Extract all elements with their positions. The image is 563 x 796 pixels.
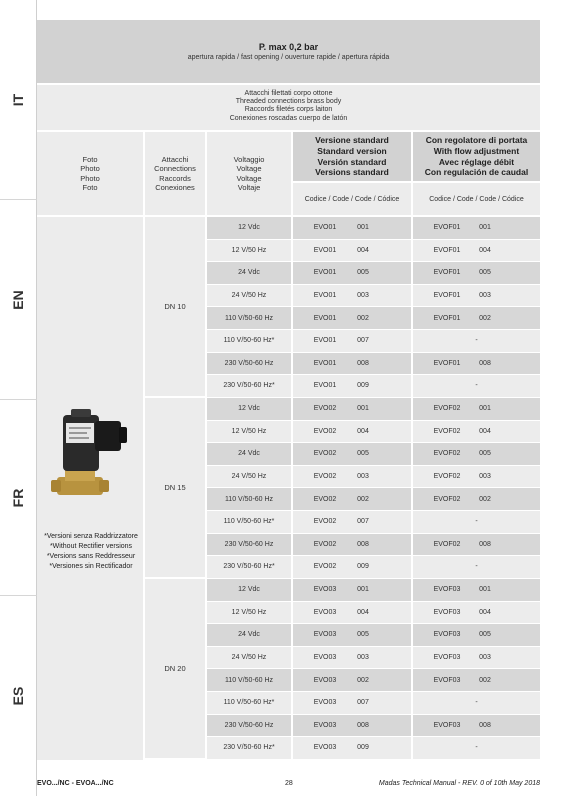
flow-suffix: 008 xyxy=(479,540,491,548)
header-standard-title xyxy=(293,132,411,183)
standard-suffix: 009 xyxy=(357,563,369,571)
standard-code-cell xyxy=(293,488,413,510)
lang-tab-es xyxy=(0,596,37,796)
voltage-cell: 230 V/50-60 Hz xyxy=(207,353,293,375)
table-row xyxy=(207,217,540,240)
flow-not-available: - xyxy=(475,699,478,707)
table-row xyxy=(207,669,540,692)
standard-model: EVO03 xyxy=(313,631,337,639)
connection-size: DN 15 xyxy=(145,398,207,579)
standard-code-cell xyxy=(293,262,413,284)
flow-model: EVOF01 xyxy=(433,224,461,232)
table-body xyxy=(37,217,540,760)
flow-suffix: 003 xyxy=(479,473,491,481)
header-standard-line: Versions standard xyxy=(315,167,389,178)
flow-code-cell xyxy=(413,534,540,556)
rectifier-note: *Versiones sin Rectificador xyxy=(49,563,133,570)
standard-suffix: 008 xyxy=(357,540,369,548)
rectifier-note: *Versioni senza Raddrizzatore xyxy=(44,533,138,540)
standard-suffix: 008 xyxy=(357,359,369,367)
voltage-rows xyxy=(207,217,540,398)
flow-model: EVOF01 xyxy=(433,292,461,300)
standard-suffix: 007 xyxy=(357,337,369,345)
standard-model: EVO03 xyxy=(313,699,337,707)
standard-suffix: 004 xyxy=(357,427,369,435)
standard-suffix: 003 xyxy=(357,473,369,481)
flow-code-cell xyxy=(413,262,540,284)
table-row xyxy=(207,353,540,376)
header-photo-line: Foto xyxy=(82,183,98,192)
table-row xyxy=(207,307,540,330)
flow-code-cell xyxy=(413,398,540,420)
standard-model: EVO01 xyxy=(313,359,337,367)
header-flow-line: Con regulación de caudal xyxy=(424,167,529,178)
footer-model: EVO.../NC - EVOA.../NC xyxy=(37,780,114,787)
flow-not-available: - xyxy=(475,518,478,526)
voltage-cell: 12 Vdc xyxy=(207,217,293,239)
standard-code-cell xyxy=(293,285,413,307)
table-row xyxy=(207,715,540,738)
flow-model: EVOF03 xyxy=(433,631,461,639)
standard-code-cell xyxy=(293,240,413,262)
flow-code-cell xyxy=(413,353,540,375)
table-row xyxy=(207,285,540,308)
table-row xyxy=(207,398,540,421)
standard-model: EVO02 xyxy=(313,427,337,435)
header-connections-line: Conexiones xyxy=(155,183,195,192)
flow-model: EVOF03 xyxy=(433,608,461,616)
header-connections xyxy=(145,132,207,215)
flow-model: EVOF01 xyxy=(433,269,461,277)
standard-code-cell xyxy=(293,556,413,578)
standard-code-cell xyxy=(293,579,413,601)
flow-suffix: 003 xyxy=(479,654,491,662)
flow-model: EVOF02 xyxy=(433,473,461,481)
connections-note-line: Conexiones roscadas cuerpo de latón xyxy=(229,114,348,122)
flow-code-cell xyxy=(413,330,540,352)
standard-code-cell xyxy=(293,647,413,669)
flow-code-cell xyxy=(413,715,540,737)
table-row xyxy=(207,262,540,285)
standard-suffix: 004 xyxy=(357,608,369,616)
voltage-cell: 230 V/50-60 Hz xyxy=(207,715,293,737)
flow-code-cell xyxy=(413,240,540,262)
standard-code-cell xyxy=(293,307,413,329)
header-connections-line: Attacchi xyxy=(161,154,189,164)
standard-model: EVO01 xyxy=(313,314,337,322)
flow-code-cell xyxy=(413,692,540,714)
voltage-cell: 110 V/50-60 Hz xyxy=(207,488,293,510)
voltage-cell: 12 Vdc xyxy=(207,579,293,601)
lang-tab-en xyxy=(0,200,37,400)
table-row xyxy=(207,692,540,715)
table-row xyxy=(207,647,540,670)
flow-code-cell xyxy=(413,375,540,397)
header-standard-line: Versión standard xyxy=(317,156,387,167)
standard-suffix: 005 xyxy=(357,450,369,458)
dn-group xyxy=(145,217,540,398)
standard-code-cell xyxy=(293,602,413,624)
lang-label-fr: FR xyxy=(10,488,26,507)
flow-suffix: 001 xyxy=(479,405,491,413)
standard-code-cell xyxy=(293,715,413,737)
lang-label-es: ES xyxy=(10,686,26,706)
voltage-cell: 12 V/50 Hz xyxy=(207,240,293,262)
voltage-cell: 24 V/50 Hz xyxy=(207,466,293,488)
header-voltage xyxy=(207,132,293,215)
flow-code-cell xyxy=(413,307,540,329)
flow-model: EVOF02 xyxy=(433,405,461,413)
header-flow-line: Con regolatore di portata xyxy=(425,135,528,146)
rectifier-notes xyxy=(37,532,145,572)
header-flow xyxy=(413,132,540,215)
footer-manual: Madas Technical Manual - REV. 0 of 10th May 2018 xyxy=(378,780,540,787)
standard-model: EVO02 xyxy=(313,450,337,458)
standard-suffix: 001 xyxy=(357,224,369,232)
standard-suffix: 002 xyxy=(357,314,369,322)
table-row xyxy=(207,488,540,511)
table-row xyxy=(207,443,540,466)
standard-model: EVO02 xyxy=(313,495,337,503)
standard-suffix: 007 xyxy=(357,518,369,526)
standard-model: EVO01 xyxy=(313,224,337,232)
table-row xyxy=(207,330,540,353)
flow-suffix: 008 xyxy=(479,721,491,729)
rectifier-note: *Without Rectifier versions xyxy=(49,543,133,550)
lang-label-it: IT xyxy=(10,93,26,106)
flow-suffix: 001 xyxy=(479,586,491,594)
flow-suffix: 001 xyxy=(479,224,491,232)
voltage-rows xyxy=(207,398,540,579)
header-voltage-line: Voltaggio xyxy=(233,154,265,164)
flow-code-cell xyxy=(413,579,540,601)
flow-suffix: 008 xyxy=(479,359,491,367)
voltage-cell: 24 Vdc xyxy=(207,262,293,284)
voltage-cell: 230 V/50-60 Hz* xyxy=(207,375,293,397)
lang-tab-it xyxy=(0,0,37,200)
table-row xyxy=(207,737,540,760)
standard-model: EVO01 xyxy=(313,382,337,390)
standard-suffix: 002 xyxy=(357,676,369,684)
voltage-cell: 24 V/50 Hz xyxy=(207,285,293,307)
photo-column xyxy=(37,217,145,760)
standard-suffix: 001 xyxy=(357,586,369,594)
header-connections-line: Raccords xyxy=(159,173,191,183)
standard-code-cell xyxy=(293,330,413,352)
header-voltage-line: Voltaje xyxy=(237,183,261,192)
header-standard-line: Versione standard xyxy=(315,135,389,146)
standard-suffix: 003 xyxy=(357,292,369,300)
flow-suffix: 004 xyxy=(479,427,491,435)
footer-page-number: 28 xyxy=(285,780,293,787)
header-voltage-line: Voltage xyxy=(236,173,262,183)
standard-model: EVO03 xyxy=(313,586,337,594)
voltage-cell: 12 V/50 Hz xyxy=(207,421,293,443)
table-row xyxy=(207,624,540,647)
standard-model: EVO02 xyxy=(313,405,337,413)
product-table xyxy=(37,20,540,760)
flow-suffix: 004 xyxy=(479,246,491,254)
table-row xyxy=(207,240,540,263)
standard-model: EVO02 xyxy=(313,540,337,548)
pressure-title-sub: apertura rapida / fast opening / ouverture rapide / apertura rápida xyxy=(187,54,390,61)
flow-model: EVOF01 xyxy=(433,314,461,322)
standard-model: EVO01 xyxy=(313,246,337,254)
standard-code-cell xyxy=(293,466,413,488)
standard-code-cell xyxy=(293,443,413,465)
flow-model: EVOF03 xyxy=(433,654,461,662)
standard-model: EVO01 xyxy=(313,292,337,300)
standard-code-cell xyxy=(293,737,413,759)
flow-code-cell xyxy=(413,602,540,624)
standard-model: EVO03 xyxy=(313,721,337,729)
standard-code-cell xyxy=(293,375,413,397)
standard-code-cell xyxy=(293,217,413,239)
flow-not-available: - xyxy=(475,744,478,752)
voltage-cell: 110 V/50-60 Hz* xyxy=(207,692,293,714)
flow-model: EVOF02 xyxy=(433,450,461,458)
voltage-cell: 24 V/50 Hz xyxy=(207,647,293,669)
flow-suffix: 002 xyxy=(479,314,491,322)
standard-model: EVO02 xyxy=(313,518,337,526)
flow-model: EVOF03 xyxy=(433,676,461,684)
flow-code-cell xyxy=(413,421,540,443)
table-row xyxy=(207,534,540,557)
voltage-cell: 12 V/50 Hz xyxy=(207,602,293,624)
flow-code-cell xyxy=(413,556,540,578)
lang-tab-fr xyxy=(0,400,37,596)
rectifier-note: *Versions sans Reddresseur xyxy=(46,553,136,560)
flow-code-cell xyxy=(413,443,540,465)
pressure-title xyxy=(37,20,540,85)
standard-model: EVO01 xyxy=(313,337,337,345)
table-row xyxy=(207,375,540,398)
standard-suffix: 007 xyxy=(357,699,369,707)
header-flow-title xyxy=(413,132,540,183)
voltage-cell: 110 V/50-60 Hz xyxy=(207,669,293,691)
standard-suffix: 009 xyxy=(357,382,369,390)
standard-suffix: 008 xyxy=(357,721,369,729)
flow-model: EVOF02 xyxy=(433,427,461,435)
header-voltage-line: Voltage xyxy=(236,164,262,173)
flow-suffix: 005 xyxy=(479,631,491,639)
standard-model: EVO02 xyxy=(313,563,337,571)
standard-code-cell xyxy=(293,398,413,420)
flow-code-cell xyxy=(413,488,540,510)
flow-code-cell xyxy=(413,647,540,669)
flow-model: EVOF03 xyxy=(433,586,461,594)
standard-model: EVO03 xyxy=(313,744,337,752)
connections-note xyxy=(37,85,540,132)
flow-suffix: 004 xyxy=(479,608,491,616)
standard-suffix: 005 xyxy=(357,631,369,639)
standard-suffix: 009 xyxy=(357,744,369,752)
standard-model: EVO02 xyxy=(313,473,337,481)
voltage-cell: 230 V/50-60 Hz xyxy=(207,534,293,556)
flow-model: EVOF02 xyxy=(433,540,461,548)
lang-label-en: EN xyxy=(10,289,26,310)
flow-model: EVOF02 xyxy=(433,495,461,503)
header-photo-line: Photo xyxy=(80,164,100,173)
page-footer xyxy=(37,778,540,792)
language-sidebar xyxy=(0,0,37,777)
voltage-cell: 110 V/50-60 Hz* xyxy=(207,511,293,533)
flow-not-available: - xyxy=(475,382,478,390)
flow-suffix: 002 xyxy=(479,495,491,503)
standard-code-cell xyxy=(293,534,413,556)
header-flow-line: Avec réglage débit xyxy=(438,156,515,167)
header-standard xyxy=(293,132,413,215)
standard-suffix: 004 xyxy=(357,246,369,254)
table-row xyxy=(207,511,540,534)
header-photo xyxy=(37,132,145,215)
table-header xyxy=(37,132,540,217)
flow-code-cell xyxy=(413,737,540,759)
header-standard-line: Standard version xyxy=(317,145,387,156)
connections-note-line: Threaded connections brass body xyxy=(235,98,342,106)
flow-suffix: 005 xyxy=(479,269,491,277)
standard-code-cell xyxy=(293,353,413,375)
voltage-cell: 230 V/50-60 Hz* xyxy=(207,737,293,759)
dn-groups xyxy=(145,217,540,760)
standard-code-cell xyxy=(293,669,413,691)
flow-model: EVOF03 xyxy=(433,721,461,729)
flow-model: EVOF01 xyxy=(433,246,461,254)
flow-code-cell xyxy=(413,217,540,239)
standard-suffix: 003 xyxy=(357,654,369,662)
table-row xyxy=(207,556,540,579)
pressure-title-main: P. max 0,2 bar xyxy=(258,42,319,52)
standard-code-cell xyxy=(293,692,413,714)
header-photo-line: Foto xyxy=(82,154,98,164)
standard-model: EVO01 xyxy=(313,269,337,277)
voltage-cell: 110 V/50-60 Hz xyxy=(207,307,293,329)
flow-not-available: - xyxy=(475,337,478,345)
header-flow-code: Codice / Code / Code / Códice xyxy=(413,183,540,215)
standard-code-cell xyxy=(293,511,413,533)
voltage-cell: 110 V/50-60 Hz* xyxy=(207,330,293,352)
flow-suffix: 005 xyxy=(479,450,491,458)
flow-not-available: - xyxy=(475,563,478,571)
standard-code-cell xyxy=(293,624,413,646)
solenoid-valve-image xyxy=(49,403,129,499)
standard-model: EVO03 xyxy=(313,676,337,684)
table-row xyxy=(207,579,540,602)
flow-code-cell xyxy=(413,669,540,691)
connection-size: DN 20 xyxy=(145,579,207,760)
voltage-rows xyxy=(207,579,540,760)
standard-code-cell xyxy=(293,421,413,443)
standard-suffix: 005 xyxy=(357,269,369,277)
flow-code-cell xyxy=(413,466,540,488)
standard-model: EVO03 xyxy=(313,654,337,662)
flow-model: EVOF01 xyxy=(433,359,461,367)
table-row xyxy=(207,421,540,444)
standard-suffix: 002 xyxy=(357,495,369,503)
flow-code-cell xyxy=(413,624,540,646)
voltage-cell: 24 Vdc xyxy=(207,443,293,465)
voltage-cell: 12 Vdc xyxy=(207,398,293,420)
table-row xyxy=(207,602,540,625)
header-standard-code: Codice / Code / Code / Códice xyxy=(293,183,411,215)
dn-group xyxy=(145,398,540,579)
standard-model: EVO03 xyxy=(313,608,337,616)
connections-note-line: Raccords filetés corps laiton xyxy=(244,106,333,114)
header-photo-line: Photo xyxy=(80,173,100,183)
header-flow-line: With flow adjustment xyxy=(433,145,520,156)
header-connections-line: Connections xyxy=(154,164,196,173)
flow-code-cell xyxy=(413,285,540,307)
connection-size: DN 10 xyxy=(145,217,207,398)
standard-suffix: 001 xyxy=(357,405,369,413)
voltage-cell: 24 Vdc xyxy=(207,624,293,646)
connections-note-line: Attacchi filettati corpo ottone xyxy=(244,90,333,97)
dn-group xyxy=(145,579,540,760)
voltage-cell: 230 V/50-60 Hz* xyxy=(207,556,293,578)
flow-suffix: 003 xyxy=(479,292,491,300)
table-row xyxy=(207,466,540,489)
flow-code-cell xyxy=(413,511,540,533)
flow-suffix: 002 xyxy=(479,676,491,684)
